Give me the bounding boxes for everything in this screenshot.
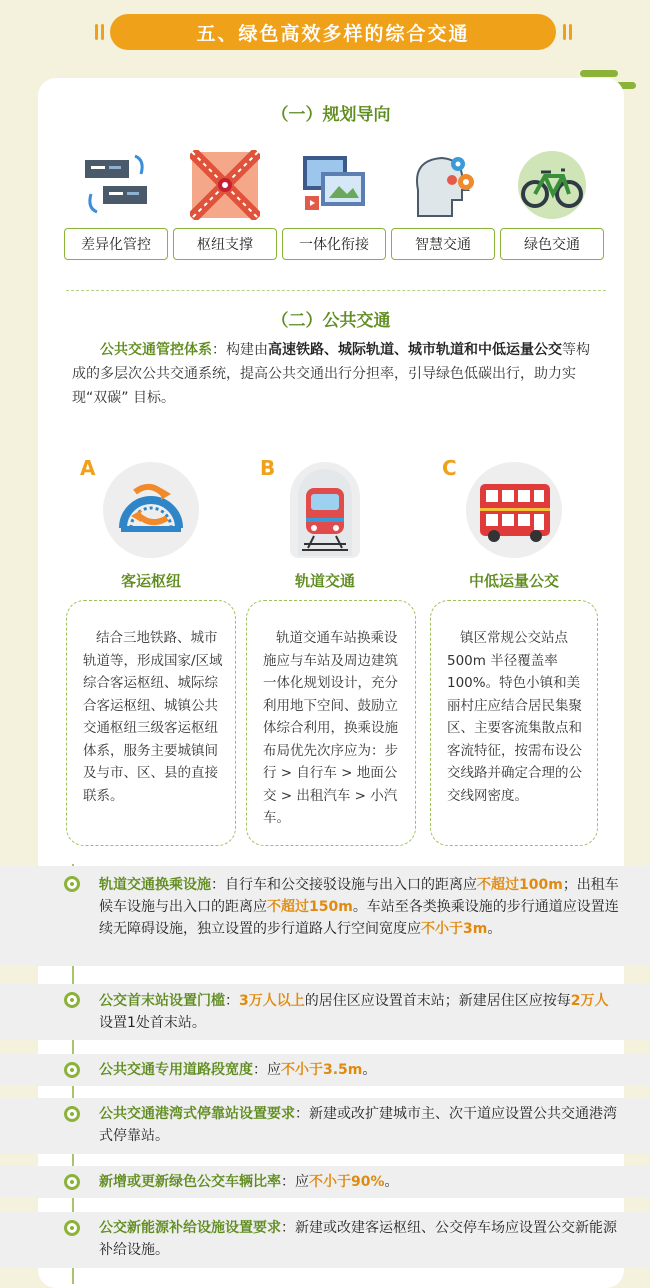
plan-label: 智慧交通 [391, 228, 495, 260]
hub-cross-icon [190, 150, 260, 220]
page-title: 五、绿色高效多样的综合交通 [110, 14, 556, 50]
card-title-hub: 客运枢纽 [120, 572, 181, 590]
section-header [0, 14, 650, 52]
rule-seg: 的居住区应设置首末站；新建居住区应按每 [304, 993, 571, 1009]
bullet-dot-icon [64, 876, 80, 892]
header-deco-right [569, 24, 572, 40]
plan-item [173, 150, 277, 260]
card-text-rail: 轨道交通车站换乘设施应与车站及周边建筑一体化规划设计，充分利用地下空间、鼓励立体综合利用，换乘设施布局优先次序应为：步行 > 自行车 > 地面公交 > 出租汽车 > 小汽车。 [246, 600, 416, 846]
plan-item [64, 150, 168, 260]
intro-text: ：构建由 [212, 342, 268, 358]
rule-key: 公交首末站设置门槛 [99, 993, 225, 1009]
rule-value: 不小于90% [309, 1174, 385, 1190]
rule-text [99, 1217, 619, 1261]
rule-value: 不超过150m [267, 899, 353, 915]
rule-value: 2万人 [570, 993, 609, 1009]
intro-text: 等构成的多层次公共交通系统，提高公共交通出行分担率，引导绿色低碳出行，助力实现“双碳” 目标。 [72, 342, 590, 406]
rule-seg: ：新建或改建客运枢纽、公交停车场应设置公交新能源补给设施。 [99, 1220, 617, 1258]
rule-value: 不小于3.5m [281, 1062, 363, 1078]
bullet-dot-icon [64, 1106, 80, 1122]
card-title-bus: 中低运量公交 [468, 572, 559, 590]
bullet-dot-icon [64, 1174, 80, 1190]
rule-text [99, 1059, 619, 1081]
bullet-dot-icon [64, 1062, 80, 1078]
plan-item [282, 150, 386, 260]
rule-item [0, 1098, 650, 1154]
card-letter-b: B [260, 456, 276, 480]
hub-station-icon [103, 462, 199, 558]
rule-item [0, 866, 650, 966]
rule-item [0, 984, 650, 1040]
bicycle-icon [517, 150, 587, 220]
rule-seg: ： [225, 993, 239, 1009]
intro-paragraph [72, 338, 600, 410]
section-title-planning: （一）规划导向 [271, 105, 391, 125]
header-deco-right [563, 24, 566, 40]
plan-item [500, 150, 604, 260]
plan-label: 绿色交通 [500, 228, 604, 260]
rule-text [99, 1171, 619, 1193]
card-letter-c: C [442, 456, 457, 480]
rule-key: 公共交通专用道路段宽度 [99, 1062, 253, 1078]
deco-bar [580, 70, 618, 77]
rule-seg: 。 [362, 1062, 377, 1078]
rule-item [0, 1166, 650, 1198]
rule-text [99, 1103, 619, 1147]
header-deco-left [101, 24, 104, 40]
intro-lead: 公共交通管控体系 [100, 342, 212, 358]
rule-key: 轨道交通换乘设施 [99, 877, 211, 893]
bullet-dot-icon [64, 1220, 80, 1236]
card-letter-a: A [80, 456, 96, 480]
screens-icon [299, 150, 369, 220]
header-deco-left [95, 24, 98, 40]
card-title-rail: 轨道交通 [294, 572, 355, 590]
rule-seg: 。 [487, 921, 502, 937]
bullet-dot-icon [64, 992, 80, 1008]
intro-bold: 高速铁路、城际轨道、城市轨道和中低运量公交 [268, 342, 562, 358]
rule-text [99, 990, 619, 1034]
double-decker-bus-icon [466, 462, 562, 558]
plan-item [391, 150, 495, 260]
rule-text [99, 874, 619, 940]
rule-seg: ：新建或改扩建城市主、次干道应设置公共交通港湾式停靠站。 [99, 1106, 617, 1144]
section-divider [66, 290, 606, 291]
rule-value: 不超过100m [477, 877, 563, 893]
plan-label: 枢纽支撑 [173, 228, 277, 260]
arrows-swap-icon [81, 150, 151, 220]
card-text-bus: 镇区常规公交站点500m 半径覆盖率100%。特色小镇和美丽村庄应结合居民集聚区、主要客流集散点和客流特征，按需布设公交线路并确定合理的公交线网密度。 [430, 600, 598, 846]
rule-seg: ：应 [281, 1174, 309, 1190]
rule-seg: ：应 [253, 1062, 281, 1078]
card-text-hub: 结合三地铁路、城市轨道等，形成国家/区域综合客运枢纽、城际综合客运枢纽、城镇公共交通枢纽三级客运枢纽体系，服务主要城镇间及与市、区、县的直接联系。 [66, 600, 236, 846]
rule-value: 3万人以上 [239, 993, 305, 1009]
rule-seg: ；出租车候车设施与出入口的距离应 [99, 877, 619, 915]
rule-key: 公共交通港湾式停靠站设置要求 [99, 1106, 295, 1122]
plan-label: 一体化衔接 [282, 228, 386, 260]
metro-train-icon [290, 462, 360, 558]
brain-gear-icon [408, 150, 478, 220]
rule-seg: 。车站至各类换乘设施的步行通道应设置连续无障碍设施，独立设置的步行道路人行空间宽度应 [99, 899, 619, 937]
rule-value: 不小于3m [421, 921, 488, 937]
rule-item [0, 1054, 650, 1086]
rule-key: 公交新能源补给设施设置要求 [99, 1220, 281, 1236]
rule-seg: 。 [384, 1174, 399, 1190]
rule-seg: ：自行车和公交接驳设施与出入口的距离应 [211, 877, 477, 893]
rule-item [0, 1212, 650, 1268]
rule-seg: 设置1处首末站。 [99, 1015, 206, 1031]
rule-key: 新增或更新绿色公交车辆比率 [99, 1174, 281, 1190]
plan-label: 差异化管控 [64, 228, 168, 260]
section-title-public-transit: （二）公共交通 [271, 311, 391, 331]
